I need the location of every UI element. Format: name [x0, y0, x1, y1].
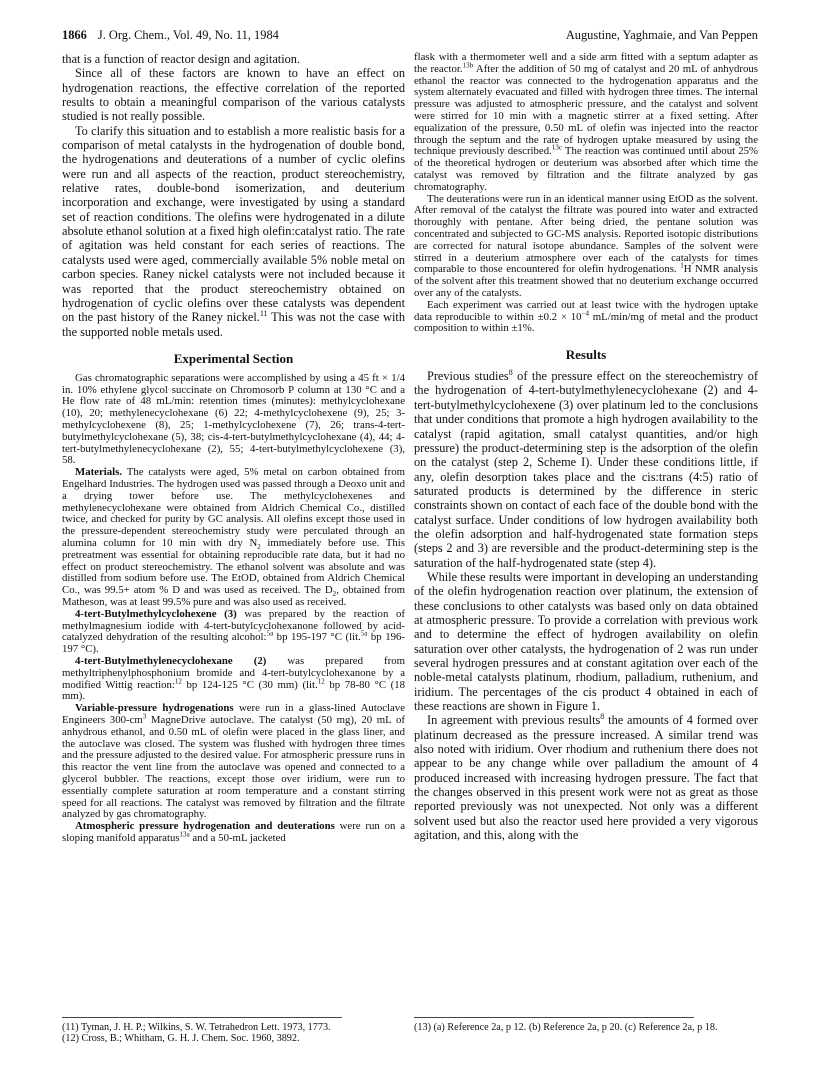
run-in-heading: Variable-pressure hydrogenations [75, 702, 234, 715]
header-left [62, 26, 279, 44]
paragraph-butylmethylenecyclohexane: 4-tert-Butylmethylenecyclohexane (2) was prepared from methyltriphenylphosphonium bromide and 4-tert-butylcyclohexanone by a modified Wittig reaction:$^{12}$ bp 124-125 °C (30 mm) (lit.$^{12}$ bp 78-80 °C (18 mm). [62, 655, 406, 703]
right-column [414, 52, 758, 842]
footnote-13: (13) (a) Reference 2a, p 12. (b) Reference 2a, p 20. (c) Reference 2a, p 18. [414, 1022, 718, 1033]
run-in-heading: 4-tert-Butylmethylenecyclohexane (2) [75, 655, 267, 667]
footnotes-left [62, 1022, 405, 1045]
reference-marker: 5a [266, 629, 274, 638]
paragraph-clarify: To clarify this situation and to establish a more realistic basis for a comparison of metal catalysts in the hydrogenation of double bond, the hydrogenations and deuterations of a number of cyclic olefins were run and all aspects of the reaction, product stereochemistry, relative rates, double-bond isomerization, and deuterium incorporation and exchange, were investigated by using a standard set of reaction conditions. The olefins were hydrogenated in a dilute absolute ethanol solution at a fixed high olefin:catalyst ratio. The rate of agitation was held constant for each series of reactions. The catalysts used were aged, commercially available 5% noble metal on carbon species. Raney nickel catalysts were not included because it was reported that the product stereochemistry obtained on hydrogenation of cyclic olefins over these catalysts was dependent on the past history of the Raney nickel.$^{11}$ This was not the case with the supported noble metals used. [62, 123, 405, 339]
paragraph-deuterations: The deuterations were run in an identical manner using EtOD as the solvent. After removal of the catalyst the filtrate was poured into water and extracted thoroughly with pentane. After being dried, the pentane solution was concentrated and subjected to GC-MS analysis. Reported isotopic distributions are corrected for natural isotope abundance. Samples of the solvent were stirred in a deuterium atmosphere over each of the catalysts for times comparable to those encountered for olefin hydrogenations. $^1$H NMR analysis of the solvent after this treatment showed that no deuterium exchange occurred over any of the catalysts. [414, 192, 758, 299]
paragraph-correlation: While these results were important in developing an understanding of the olefin hydrogenation reaction over platinum, the extension of these conclusions to other catalysts was based only on data obtained at atmospheric pressure. To provide a correlation with previous work and to determine the effect of hydrogen availability on olefin saturation over other catalysts, the hydrogenation of 2 was run under several hydrogen pressures and at constant agitation over each of the noble-metal catalysts platinum, rhodium, palladium, ruthenium, and iridium. The percentages of the cis product 4 obtained in each of these reactions are shown in Figure 1. [414, 569, 758, 714]
reference-marker: 8 [600, 712, 605, 722]
running-header [62, 26, 758, 44]
paragraph-factors: Since all of these factors are known to have an effect on hydrogenation reactions, the effective correlation of the reported results to obtain a meaningful comparison of the various catalysts studied is not really possible. [62, 66, 405, 124]
page-number: 1866 [62, 28, 87, 42]
reference-marker: 13b [462, 61, 474, 70]
left-column [62, 52, 405, 845]
paragraph-atmospheric: Atmospheric pressure hydrogenation and deuterations were run on a sloping manifold apparatus$^{13a}$ and a 50-mL jacketed [62, 820, 405, 844]
paragraph-agreement: In agreement with previous results$^8$ the amounts of 4 formed over platinum decreased as the pressure increased. A similar trend was also noted with iridium. Over rhodium and ruthenium there does not appear to be any change while over palladium the amount of 4 produced increased with increasing hydrogen pressure. The fact that the changes observed in this present work were not as great as those reported previously was not unexpected. Not only was a different solvent used but also the reactor used here provided a very vigorous agitation, and this, along with the [414, 712, 758, 843]
paragraph-previous-studies: Previous studies$^8$ of the pressure effect on the stereochemistry of the hydrogenation of 4-tert-butylmethylenecyclohexane (2) and 4-tert-butylmethylcyclohexene (3) over platinum led to the conclusions that under conditions that promote a high hydrogen availability to the catalyst (rapid agitation, small catalyst quantities, and/or high pressure) the product-determining step is the adsorption of the olefin on the catalyst (step 2, Scheme I). Under these conditions little, if any, olefin desorption takes place and the cis:trans (4:5) ratio of saturated products is determined by the difference in steric constraints shown on contact of each face of the double bond with the catalyst surface. Under conditions of low hydrogen availability both the olefin adsorption and half-hydrogenated state formation steps (steps 2 and 3) are reversible and the product-determining step is the saturation of the half-hydrogenated state (step 4). [414, 368, 758, 570]
footnotes-right [414, 1022, 758, 1033]
section-heading-results: Results [565, 347, 607, 363]
paragraph-reproducibility: Each experiment was carried out at least twice with the hydrogen uptake data reproducible to within $\pm 0.2 \times 10^{-4}$ mL/min/mg of metal and the product composition to within ±1%. [414, 298, 758, 335]
paragraph-continuation: that is a function of reactor design and agitation. [62, 52, 301, 66]
paragraph-butylmethylcyclohexene: 4-tert-Butylmethylcyclohexene (3) was prepared by the reaction of methylmagnesium iodide with 4-tert-butylcyclohexanone followed by acid-catalyzed dehydration of the resulting alcohol:$^{5a}$ bp 195-197 °C (lit.$^{5a}$ bp 196-197 °C). [62, 607, 405, 656]
run-in-heading: Atmospheric pressure hydrogenation and deuterations [75, 820, 335, 833]
footnote-11: (11) Tyman, J. H. P.; Wilkins, S. W. Tetrahedron Lett. 1973, 1773. [62, 1022, 331, 1033]
paragraph-materials: Materials. The catalysts were aged, 5% metal on carbon obtained from Engelhard Industries. The hydrogen used was passed through a Deoxo unit and a drying tower before use. The methylcyclohexenes and methylenecyclohexane were obtained from Aldrich Chemical Co., distilled twice, and checked for purity by GC analysis. All olefins except those used in the pressure-dependent stereochemistry study were perculated through an alumina column for 10 min with dry $N_2$ immediately before use. This pretreatment was essential for obtaining reproducible rate data, but it had no effect on product stereochemistry. The ethanol solvent was absolute and was distilled from sodium before use. The EtOD, obtained from Aldrich Chemical Co., was 99.5+ atom % D and was used as received. The $D_2$, obtained from Matheson, was at least 99.5% pure and was also used as received. [62, 466, 406, 609]
reference-marker: 12 [317, 677, 325, 685]
run-in-heading: Materials. [75, 466, 123, 479]
paragraph-atmospheric-continued: flask with a thermometer well and a side arm fitted with a septum adapter as the reactor.$^{13b}$ After the addition of 50 mg of catalyst and 20 mL of anhydrous ethanol the reactor was connected to the hydrogenation apparatus and the system alternately evacuated and filled with hydrogen three times. The internal pressure was adjusted to atmospheric pressure, and the catalyst and solvent were stirred for 10 min with a magnetic stirrer at a fixed setting. After equalization of the pressure, 0.50 mL of olefin was injected into the reactor through the septum and the rate of hydrogen uptake measured by using the technique previously described.$^{13c}$ The reaction was continued until about 25% of the theoretical hydrogen or deuterium was absorbed after which time the catalyst was removed by filtration and the filtrate analyzed by gas chromatography. [414, 51, 759, 193]
section-heading-experimental: Experimental Section [173, 350, 294, 366]
journal-citation: J. Org. Chem., Vol. 49, No. 11, 1984 [97, 28, 279, 42]
footnote-12: (12) Cross, B.; Whitham, G. H. J. Chem. Soc. 1960, 3892. [62, 1033, 300, 1045]
reference-marker: 13c [551, 143, 562, 152]
footnote-rule-left [62, 1017, 342, 1018]
paragraph-variable-pressure: Variable-pressure hydrogenations were run in a glass-lined Autoclave Engineers $300-cm^3$ MagneDrive autoclave. The catalyst (50 mg), 20 mL of anhydrous ethanol, and 0.50 mL of olefin were placed in the glass liner, and the autoclave was closed. The system was flushed with hydrogen three times and the pressure adjusted to the desired value. For atmospheric pressure runs in this reactor the vent line from the autoclave was opened and connected to a glycerol bubbler. The reactions, except those over iridium, were run to essentially complete saturation at room temperature and a constant stirring speed for all reactions. The catalyst was removed by filtration and the filtrate analyzed by gas chromatography. [62, 702, 405, 821]
header-authors: Augustine, Yaghmaie, and Van Peppen [565, 28, 758, 42]
paragraph-gc: Gas chromatographic separations were accomplished by using a 45 ft × 1/4 in. 10% ethylene glycol succinate on Chromosorb P column at 130 °C and a He flow rate of 48 mL/min: retention times (minutes): methylcyclohexane (10), 20; methylenecyclohexane (6) 22; 4-methylcyclohexene (9), 25; 3-methylcyclohexene (8), 25; 1-methylcyclohexene (7), 26; trans-4-tert-butylmethylcyclohexane (5), 38; cis-4-tert-butylmethylcyclohexane (4), 44; 4-tert-butylmethylenecyclohexane (2), 55; 4-tert-butylmethylcyclohexene (3), 58. [62, 371, 405, 467]
reference-marker: 12 [174, 677, 182, 685]
reference-marker: 5a [360, 629, 368, 638]
run-in-heading: 4-tert-Butylmethylcyclohexene (3) [75, 607, 237, 620]
reference-marker: 11 [259, 309, 268, 319]
footnote-rule-right [414, 1017, 694, 1018]
reference-marker: 8 [508, 368, 513, 378]
reference-marker: 13a [179, 830, 190, 839]
